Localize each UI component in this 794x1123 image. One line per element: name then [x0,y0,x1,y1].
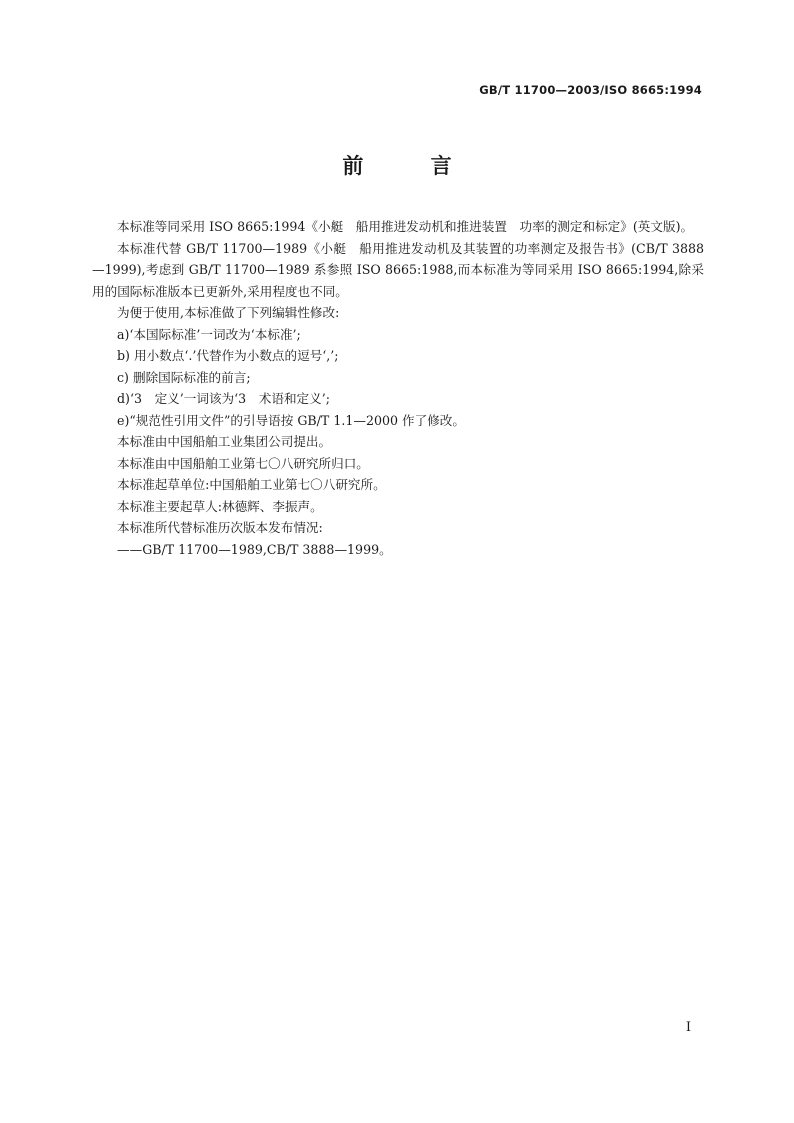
paragraph-drafting-unit: 本标准起草单位:中国船舶工业第七〇八研究所。 [117,477,386,492]
list-item-e: e)“规范性引用文件”的引导语按 GB/T 1.1—2000 作了修改。 [117,412,465,428]
page-title-text: 前 言 [342,154,482,178]
paragraph-centralized: 本标准由中国船舶工业第七〇八研究所归口。 [117,455,369,471]
list-item-c: c) 删除国际标准的前言; [117,369,251,385]
list-item-b: b) 用小数点‘.’代替作为小数点的逗号‘,’; [117,348,339,363]
list-item-d: d)‘3 定义’一词该为‘3 术语和定义’; [117,391,330,406]
page-title [0,150,794,180]
paragraph-replacement: 本标准代替 GB/T 11700—1989《小艇 船用推进发动机及其装置的功率测定及报告书》(CB/T 3888—1999),考虑到 GB/T 11700—1989 系参照 ISO 8665:1988,而本标准为等同采用 ISO 8665:1994,除采用的国际标准版本已更新外,采用程度也不同。 [92,240,704,299]
paragraph-edit-intro: 为便于使用,本标准做了下列编辑性修改: [117,305,340,320]
page-number: I [685,1020,691,1035]
paragraph-proposer: 本标准由中国船舶工业集团公司提出。 [117,434,332,449]
standard-code-header: GB/T 11700—2003/ISO 8665:1994 [479,83,702,97]
paragraph-history-list: ——GB/T 11700—1989,CB/T 3888—1999。 [117,541,392,557]
list-item-a: a)‘本国际标准’一词改为‘本标准’; [117,326,301,342]
paragraph-history-intro: 本标准所代替标准历次版本发布情况: [117,520,323,535]
paragraph-drafters: 本标准主要起草人:林德辉、李振声。 [117,498,323,514]
paragraph-adoption: 本标准等同采用 ISO 8665:1994《小艇 船用推进发动机和推进装置 功率的测定和标定》(英文版)。 [117,219,694,234]
preface-body [92,216,704,560]
